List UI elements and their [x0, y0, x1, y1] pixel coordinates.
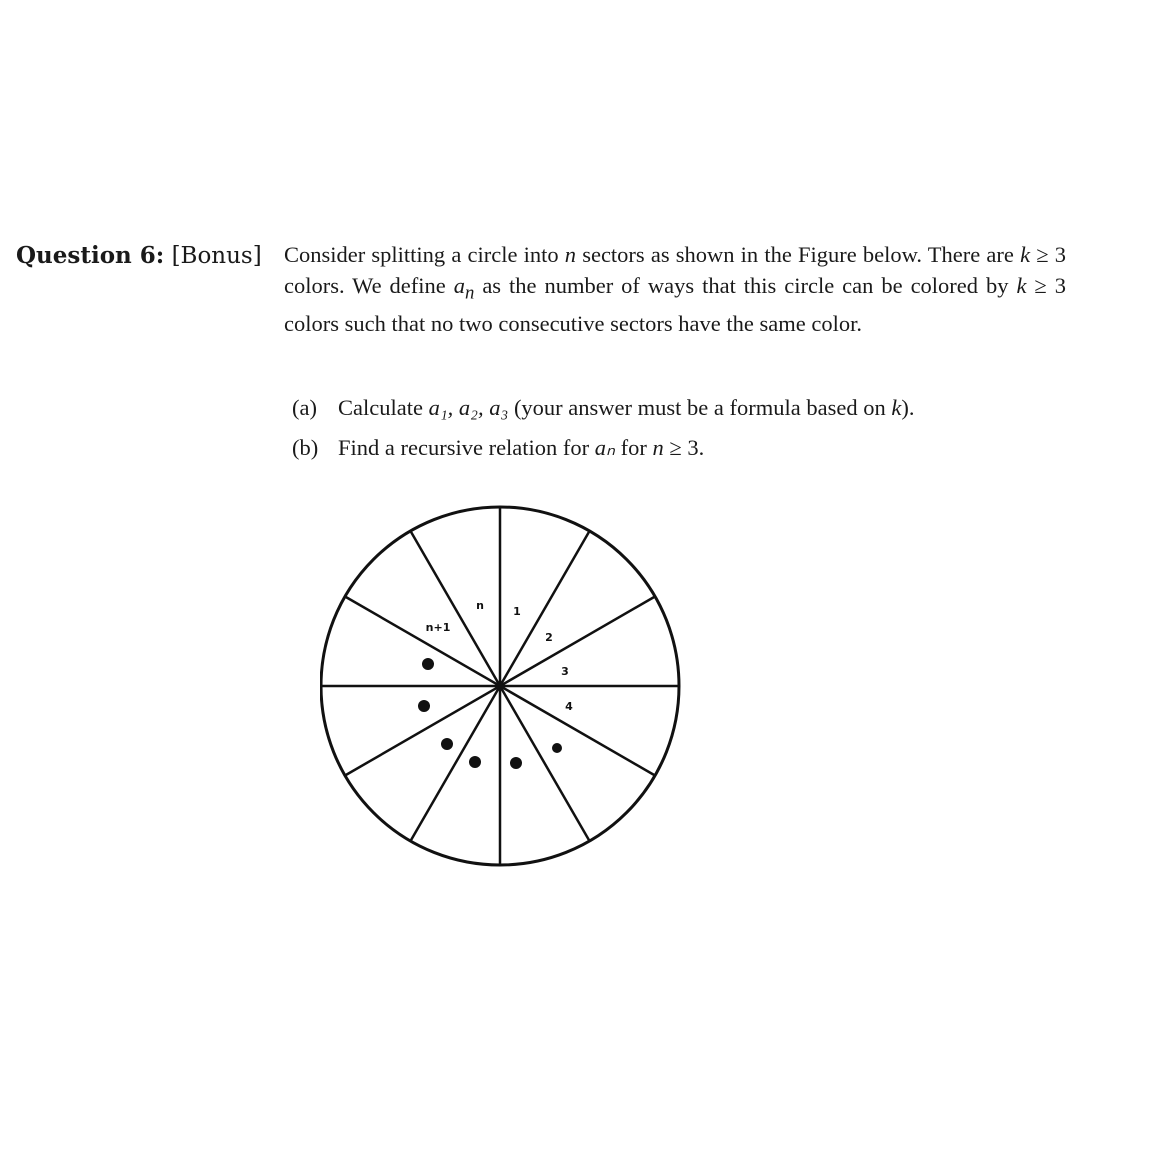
part-a: [292, 388, 914, 428]
math-var-k: k: [1016, 272, 1027, 298]
part-label: (a): [292, 395, 317, 420]
sector-label-n: n: [476, 599, 484, 612]
question-tag: [Bonus]: [171, 243, 262, 269]
math-var-n: n: [564, 242, 577, 267]
ellipsis-dot: [510, 757, 522, 769]
part-text: for: [615, 435, 653, 460]
statement-text: ≥ 3 colors. We define: [284, 242, 1066, 298]
ellipsis-dot: [418, 700, 430, 712]
ellipsis-dots: [418, 658, 562, 769]
ellipsis-dot: [552, 743, 562, 753]
math-sub-n: n: [464, 282, 475, 303]
ellipsis-dot: [441, 738, 453, 750]
sector-circle-figure: [320, 500, 700, 880]
part-math: a₁, a₂, a₃: [428, 395, 509, 420]
question-heading: [16, 240, 262, 272]
part-math: k: [891, 395, 902, 420]
ellipsis-dot: [469, 756, 481, 768]
sector-label-n-plus-1: n+1: [425, 621, 451, 634]
part-text: (your answer must be a formula based on: [508, 395, 892, 420]
statement-text: ≥ 3 colors such that no two consecutive sectors have the same color.: [284, 272, 1066, 336]
statement-text: as the number of ways that this circle can be colored by: [474, 272, 1017, 298]
statement-text: Consider splitting a circle into: [284, 242, 565, 267]
part-text: ≥ 3.: [663, 435, 705, 460]
question-statement: [284, 240, 1066, 339]
statement-text: sectors as shown in the Figure below. There are: [576, 242, 1021, 267]
circle-diagram: [320, 500, 700, 880]
part-text: Find a recursive relation for: [338, 435, 595, 460]
part-math: n: [652, 435, 664, 460]
part-text: ).: [901, 395, 915, 420]
question-label: Question 6:: [16, 242, 165, 269]
sector-label-4: 4: [565, 700, 573, 713]
part-text: Calculate: [338, 395, 429, 420]
center-point: [495, 681, 505, 691]
sector-label-1: 1: [513, 605, 521, 618]
part-label: (b): [292, 435, 319, 460]
ellipsis-dot: [422, 658, 434, 670]
question-parts: [292, 388, 914, 468]
math-var-k: k: [1020, 242, 1031, 267]
sector-label-3: 3: [561, 665, 569, 678]
part-b: [292, 428, 914, 468]
math-var-a: a: [453, 272, 465, 298]
part-math: aₙ: [594, 435, 616, 460]
sector-label-2: 2: [545, 631, 553, 644]
